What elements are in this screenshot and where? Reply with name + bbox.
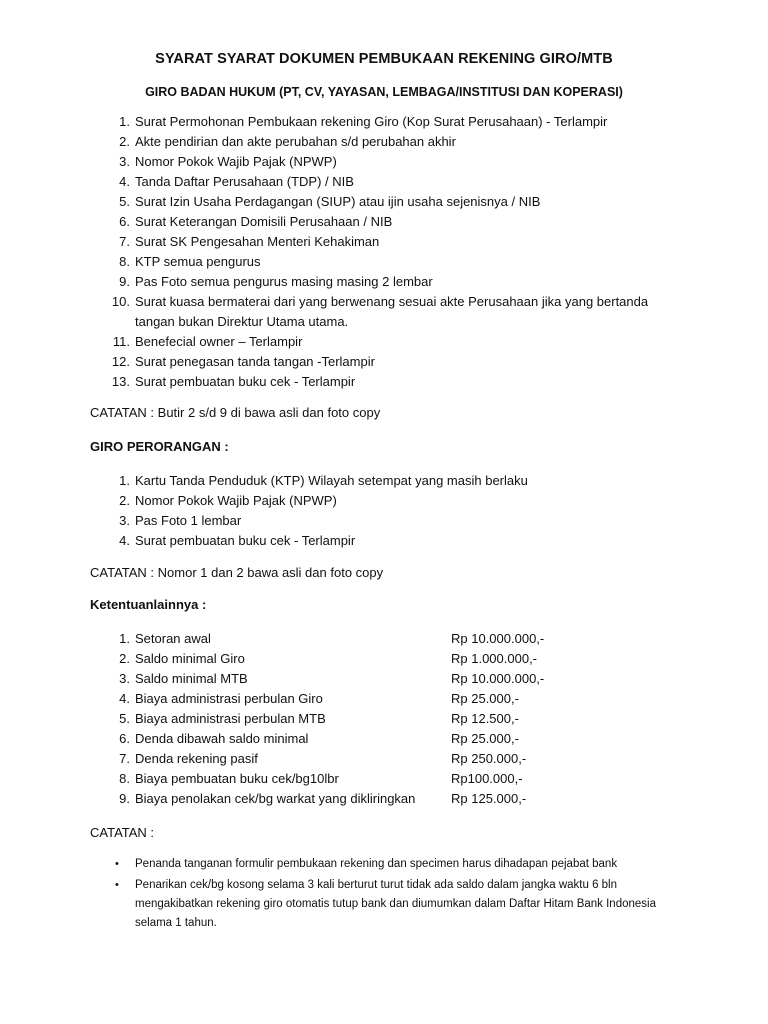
bullet-icon: • [115, 879, 119, 891]
document-page: SYARAT SYARAT DOKUMEN PEMBUKAAN REKENING GIRO/MTB GIRO BADAN HUKUM (PT, CV, YAYASAN, LEMBAGA/INSTITUSI DAN KOPERASI) 1. Surat Permohonan Pembukaan rekening Giro (Kop Surat Perusahaan) - Terlampir 2. Akte pendirian dan akte perubahan s/d perubahan akhir 3. Nomor Pokok Wajib Pajak (NPWP) 4. Tanda Daftar Perusahaan (TDP) / NIB 5. Surat Izin Usaha Perdagangan (SIUP) atau ijin usaha sejenisnya / NIB 6. Surat Keterangan Domisili Perusahaan / NIB 7. Surat SK Pengesahan Menteri Kehakiman 8. KTP semua pengurus 9. Pas Foto semua pengurus masing masing 2 lembar 10. Surat kuasa bermaterai dari yang berwenang sesuai akte Perusahaan jika yang bertanda tangan bukan Direktur Utama utama. 11. Benefecial owner – Terlampir 12. Surat penegasan tanda tangan -Terlampir 13. Surat pembuatan buku cek - Terlampir CATATAN : Butir 2 s/d 9 di bawa asli dan foto copy GIRO PERORANGAN : 1. Kartu Tanda Penduduk (KTP) Wilayah setempat yang masih berlaku 2. Nomor Pokok Wajib Pajak (NPWP) 3. Pas Foto 1 lembar 4. Surat pembuatan buku cek - Terlampir CATATAN : Nomor 1 dan 2 bawa asli dan foto copy Ketentuanlainnya : 1. Setoran awal Rp 10.000.000,- 2. Saldo minimal Giro Rp 1.000.000,- 3. Saldo minimal MTB Rp 10.000.000,- 4. Biaya administrasi perbulan Giro Rp 25.000,- 5. Biaya administrasi perbulan MTB Rp 12.500,- 6. Denda dibawah saldo minimal Rp 25.000,- 7. Denda rekening pasif Rp 250.000,- 8. Biaya pembuatan buku cek/bg10lbr Rp100.000,- 9. Biaya penolakan cek/bg warkat yang dikliringkan Rp 125.000,- CATATAN : • Penanda tanganan formulir pembukaan rekening dan specimen harus dihadapan pejabat bank • Penarikan cek/bg kosong selama 3 kali berturut turut tidak ada saldo dalam jangka waktu 6 bln mengakibatkan rekening giro otomatis tutup bank dan diumumkan dalam Daftar Hitam Bank Indonesia selama 1 tahun. [0, 0, 768, 1024]
note-badan-hukum: CATATAN : Butir 2 s/d 9 di bawa asli dan foto copy [90, 405, 381, 420]
section-heading-badan-hukum: GIRO BADAN HUKUM (PT, CV, YAYASAN, LEMBAGA/INSTITUSI DAN KOPERASI) [145, 85, 623, 99]
amount: Rp 25.000,- [451, 691, 519, 706]
section-heading-perorangan: GIRO PERORANGAN : [90, 439, 229, 454]
amount: Rp 10.000.000,- [451, 671, 545, 686]
amount: Rp 125.000,- [451, 791, 527, 806]
amount: Rp100.000,- [451, 771, 523, 786]
bullet-icon: • [115, 858, 119, 870]
section-heading-ketentuan: Ketentuanlainnya : [90, 597, 207, 612]
amount: Rp 10.000.000,- [451, 631, 545, 646]
amount: Rp 250.000,- [451, 751, 527, 766]
amount: Rp 1.000.000,- [451, 651, 538, 666]
note-ketentuan: CATATAN : [90, 825, 155, 840]
amount: Rp 25.000,- [451, 731, 519, 746]
note-perorangan: CATATAN : Nomor 1 dan 2 bawa asli dan foto copy [90, 565, 384, 580]
document-title: SYARAT SYARAT DOKUMEN PEMBUKAAN REKENING GIRO/MTB [155, 51, 613, 67]
amount: Rp 12.500,- [451, 711, 519, 726]
